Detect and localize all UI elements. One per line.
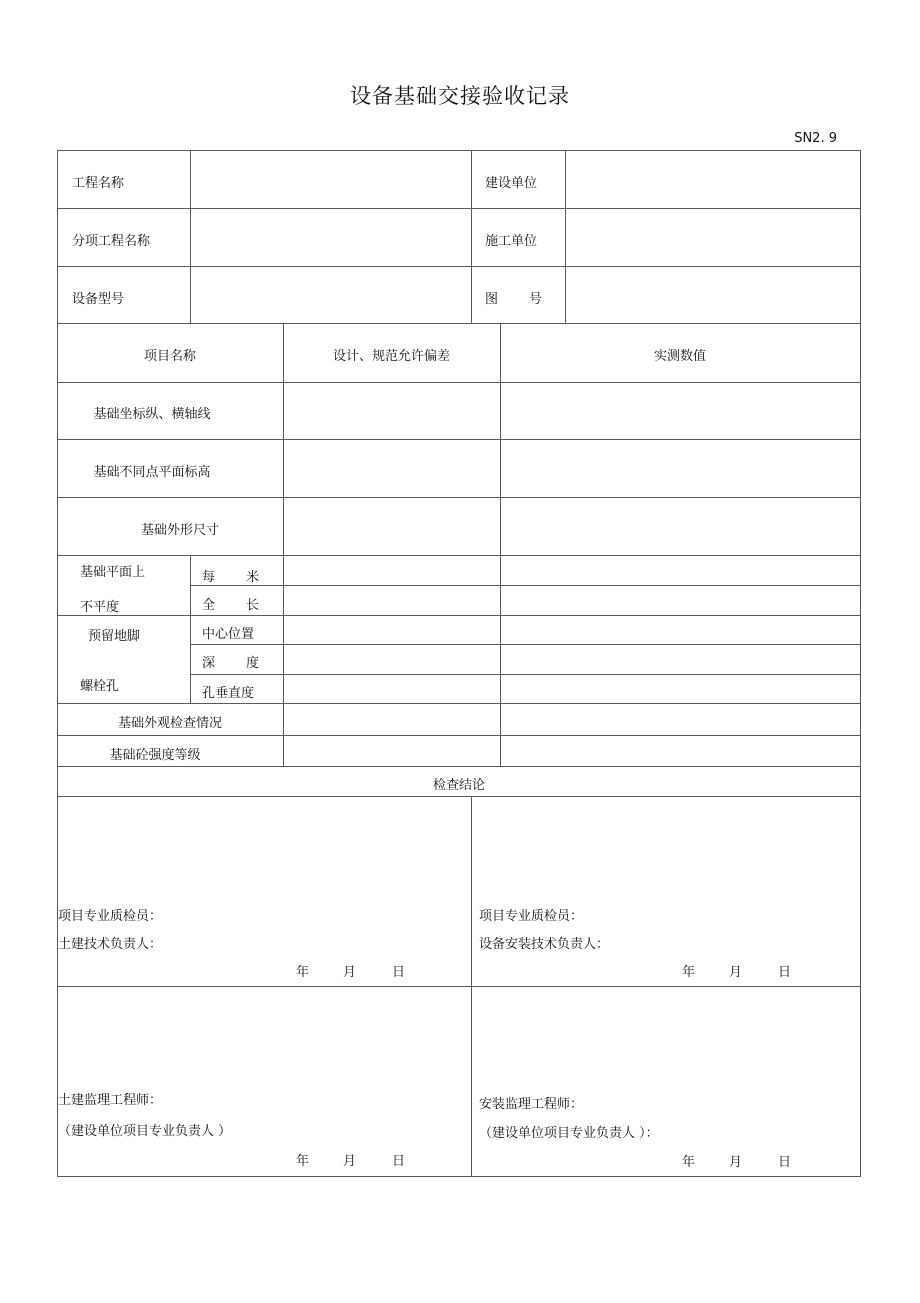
- col-tolerance-header: 设计、规范允许偏差: [332, 349, 450, 364]
- left-supervisor-label: 土建监理工程师：: [58, 1093, 163, 1108]
- drawing-no-label: [485, 288, 542, 307]
- right-date-year: 年: [682, 965, 696, 980]
- right-date2-month: 月: [729, 1155, 743, 1170]
- row-anchor-line2: 螺栓孔: [80, 679, 120, 694]
- row-strength-label: 基础砼强度等级: [109, 748, 201, 763]
- right-date2-day: 日: [778, 1155, 792, 1170]
- left-date2-day: 日: [392, 1154, 406, 1169]
- row-flatness-line2: 不平度: [80, 600, 120, 615]
- equipment-model-label: 设备型号: [72, 292, 125, 307]
- document-title: 设备基础交接验收记录: [350, 84, 570, 108]
- row-flatness-line1: 基础平面上: [80, 565, 146, 580]
- row-axis-label: 基础坐标纵、横轴线: [93, 407, 211, 422]
- drawing-no-right: 号: [528, 292, 542, 307]
- row-depth-label: [202, 652, 259, 671]
- right-date-month: 月: [729, 965, 743, 980]
- row-size-label: 基础外形尺寸: [140, 523, 219, 538]
- right-supervisor-label: 安装监理工程师：: [479, 1097, 584, 1112]
- left-inspector-label: 项目专业质检员：: [58, 909, 163, 924]
- left-tech-label: 土建技术负责人：: [58, 937, 163, 952]
- row-anchor-line1: 预留地脚: [88, 629, 141, 644]
- constructor-label: 施工单位: [485, 234, 538, 249]
- right-inspector-label: 项目专业质检员：: [479, 909, 584, 924]
- row-appearance-label: 基础外观检查情况: [117, 716, 222, 731]
- right-date2-year: 年: [682, 1155, 696, 1170]
- full-length-right: 长: [245, 598, 259, 613]
- left-date-year: 年: [296, 965, 310, 980]
- conclusion-title: 检查结论: [432, 778, 485, 793]
- row-elevation-label: 基础不同点平面标高: [93, 465, 211, 480]
- right-date-day: 日: [778, 965, 792, 980]
- form-code: SN2. 9: [794, 131, 837, 146]
- right-tech-label: 设备安装技术负责人：: [479, 937, 610, 952]
- left-date-month: 月: [343, 965, 357, 980]
- per-meter-right: 米: [245, 570, 259, 585]
- left-date2-month: 月: [343, 1154, 357, 1169]
- row-per-meter-label: [202, 566, 259, 585]
- left-date2-year: 年: [296, 1154, 310, 1169]
- full-length-left: 全: [202, 598, 216, 613]
- row-full-length-label: [202, 594, 259, 613]
- sub-project-label: 分项工程名称: [72, 234, 151, 249]
- drawing-no-left: 图: [485, 292, 499, 307]
- row-center-pos-label: 中心位置: [202, 627, 255, 642]
- col-item-header: 项目名称: [143, 349, 196, 364]
- depth-left: 深: [202, 656, 216, 671]
- row-verticality-label: 孔垂直度: [202, 686, 255, 701]
- per-meter-left: 每: [202, 570, 216, 585]
- left-date-day: 日: [392, 965, 406, 980]
- right-builder-rep-label: （建设单位项目专业负责人 ）：: [479, 1126, 659, 1141]
- depth-right: 度: [245, 656, 259, 671]
- project-name-label: 工程名称: [72, 176, 125, 191]
- left-builder-rep-label: （建设单位项目专业负责人 ）: [58, 1124, 232, 1139]
- builder-label: 建设单位: [485, 176, 538, 191]
- col-measured-header: 实测数值: [653, 349, 706, 364]
